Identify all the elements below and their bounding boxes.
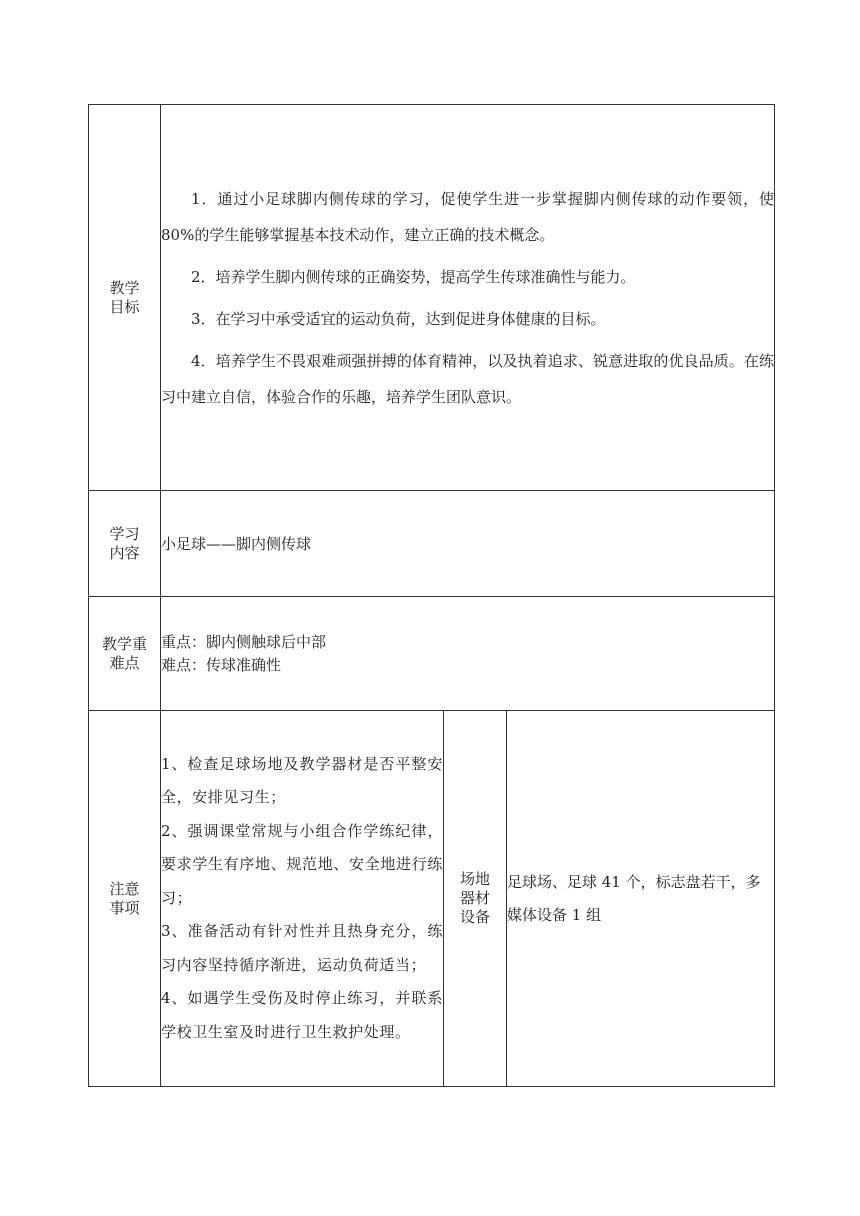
equipment-label-line2: 器材 [459,889,490,907]
teaching-goal-item: 4．培养学生不畏艰难顽强拼搏的体育精神，以及执着追求、锐意进取的优良品质。在练习中建立自信，体验合作的乐趣，培养学生团队意识。 [161,351,775,406]
notes-content [161,711,444,1087]
key-point: 重点：脚内侧触球后中部 [161,632,327,651]
key-difficult-label-line1: 教学重 [101,634,147,653]
key-difficult-content [161,597,775,711]
note-item: 2、强调课堂常规与小组合作学练纪律，要求学生有序地、规范地、安全地进行练习； [161,821,443,907]
equipment-label-line1: 场地 [459,870,490,888]
key-difficult-label-line2: 难点 [109,653,140,672]
notes-row [89,711,775,1087]
equipment-label-line3: 设备 [459,908,490,926]
key-difficult-label [89,597,161,711]
learning-content-label [89,491,161,597]
lesson-plan-table [88,104,775,1087]
note-item: 1、检查足球场地及教学器材是否平整安全，安排见习生； [161,754,443,807]
key-difficult-row [89,597,775,711]
note-item: 3、准备活动有针对性并且热身充分，练习内容坚持循序渐进，运动负荷适当； [161,922,443,974]
learning-content-label-line1: 学习 [109,524,140,543]
teaching-goal-item: 2．培养学生脚内侧传球的正确姿势，提高学生传球准确性与能力。 [191,267,636,286]
teaching-goal-item: 3．在学习中承受适宜的运动负荷，达到促进身体健康的目标。 [191,309,606,328]
notes-label-line2: 事项 [109,898,140,917]
teaching-goals-label-line1: 教学 [109,278,140,297]
teaching-goals-row [89,105,775,491]
notes-label-line1: 注意 [109,879,140,898]
teaching-goal-item: 1．通过小足球脚内侧传球的学习，促使学生进一步掌握脚内侧传球的动作要领，使 80%的学生能够掌握基本技术动作，建立正确的技术概念。 [161,189,775,244]
difficult-point: 难点：传球准确性 [161,655,282,674]
learning-content-label-line2: 内容 [109,543,140,562]
teaching-goals-label-line2: 目标 [109,297,140,316]
learning-content-text: 小足球——脚内侧传球 [161,491,775,597]
equipment-label [444,711,507,1087]
teaching-goals-content [161,105,775,491]
notes-label [89,711,161,1087]
teaching-goals-label [89,105,161,491]
note-item: 4、如遇学生受伤及时停止练习，并联系学校卫生室及时进行卫生救护处理。 [161,989,443,1041]
equipment-content: 足球场、足球 41 个，标志盘若干，多媒体设备 1 组 [507,711,775,1087]
learning-content-row [89,491,775,597]
